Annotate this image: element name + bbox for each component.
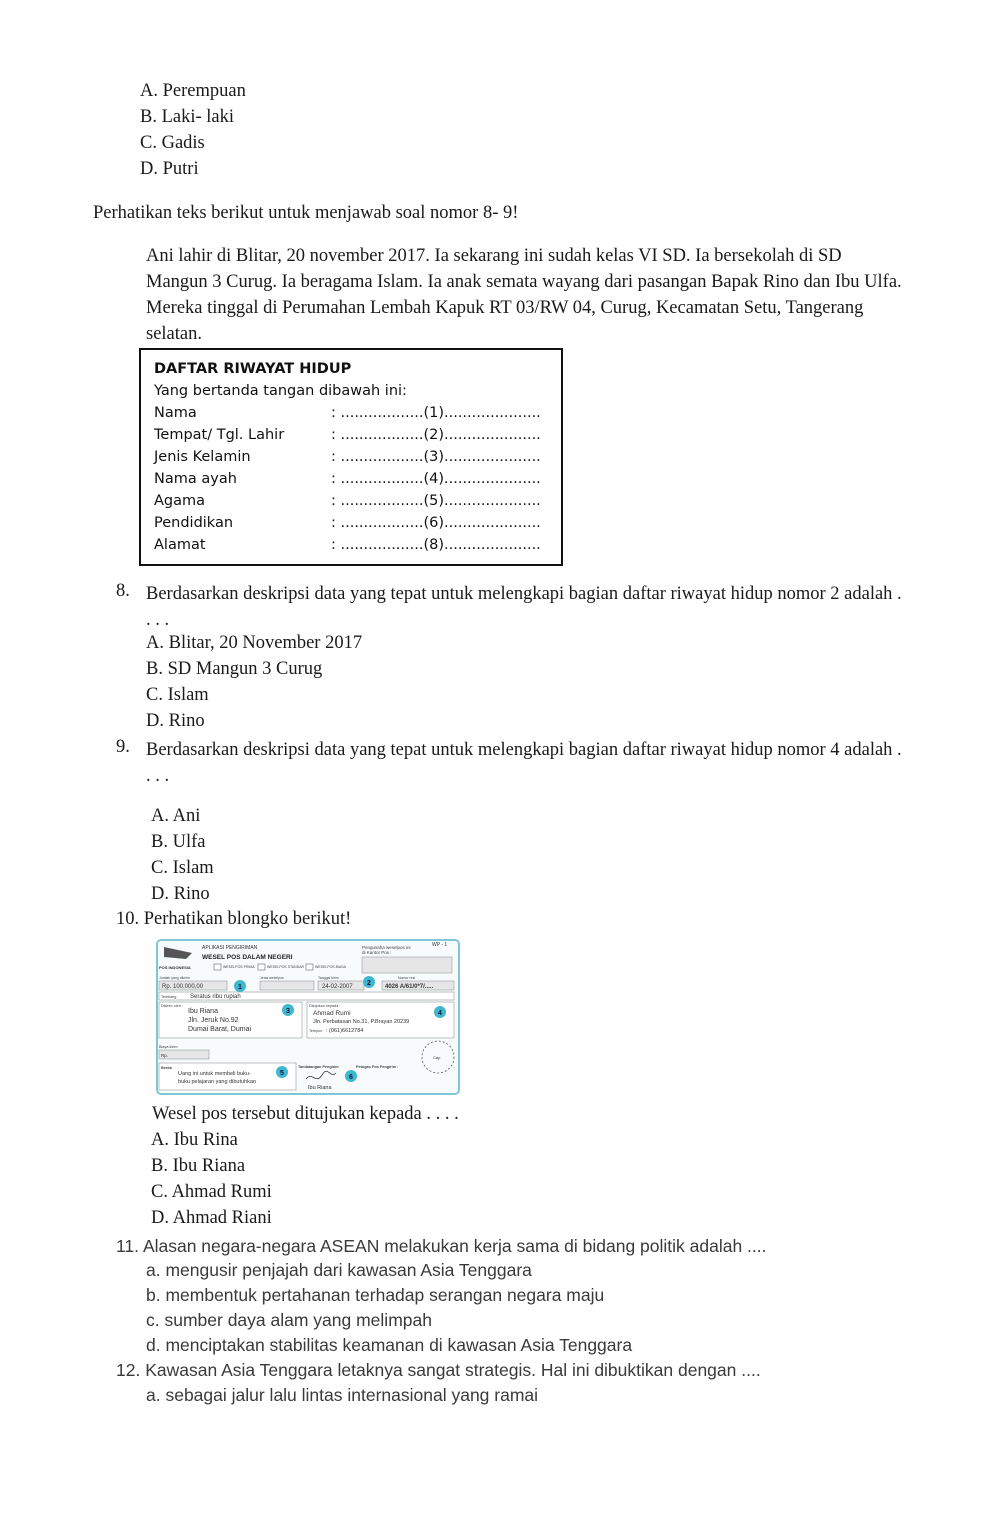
type-box (260, 981, 314, 990)
q10-question: Perhatikan blongko berikut! (143, 909, 352, 929)
cv-title: DAFTAR RIWAYAT HIDUP (154, 361, 352, 377)
sender-line: Ibu Riana (188, 1008, 218, 1015)
q11-option-b: b. membentuk pertahanan terhadap serangan negara maju (146, 1285, 605, 1305)
marker-2-label: 2 (367, 980, 371, 987)
news-line: buku pelajaran yang dibutuhkan (178, 1079, 256, 1085)
cv-row-value: : ..................(6)..................... (331, 515, 541, 531)
spelled-value: Seratus ribu rupiah (190, 994, 241, 1000)
q7-option-c: C. Gadis (140, 133, 205, 153)
q12-label (116, 1360, 761, 1381)
type-label: WESELPOS STANDAR (267, 965, 305, 969)
type-label: WESELPOS PRIMA (223, 965, 255, 969)
type-checkbox (214, 964, 221, 970)
q11-option-a: a. mengusir penjajah dari kawasan Asia Tenggara (146, 1260, 532, 1280)
officer-label: Petugas Pos Pengirim : (356, 1065, 399, 1069)
form-right-label1: Pengusaha weselpos ini (362, 945, 411, 950)
marker-3-label: 3 (286, 1008, 290, 1015)
q11-option-c: c. sumber daya alam yang melimpah (146, 1310, 432, 1330)
q10-option-d: D. Ahmad Riani (151, 1208, 272, 1228)
recipient-line: Jln. Perbatasan No.31, P.Brayan 20239 (313, 1019, 410, 1025)
stamp-label: Cap (433, 1055, 441, 1060)
q9-question: Berdasarkan deskripsi data yang tepat untuk melengkapi bagian daftar riwayat hidup nomor 4 adalah . . . . (146, 740, 902, 786)
amount-value: Rp. 100.000,00 (162, 984, 204, 990)
q11-number: 11. (116, 1236, 140, 1256)
form-right-label2: di Kantor Pos : (362, 950, 392, 955)
instruction-text: Perhatikan teks berikut untuk menjawab soal nomor 8- 9! (93, 203, 519, 223)
q12-number: 12. (116, 1360, 141, 1380)
q12-question: Kawasan Asia Tenggara letaknya sangat strategis. Hal ini dibuktikan dengan .... (145, 1360, 761, 1380)
recipient-line: Ahmad Rumi (313, 1010, 351, 1017)
form-code: WP - 1 (432, 942, 448, 948)
q10-label (116, 909, 351, 930)
type-label: WESELPOS BIASA (315, 965, 346, 969)
q11-option-d: d. menciptakan stabilitas keamanan di kawasan Asia Tenggara (146, 1335, 633, 1355)
q7-option-a: A. Perempuan (140, 81, 246, 101)
q7-option-d: D. Putri (140, 159, 199, 179)
q10-option-c: C. Ahmad Rumi (151, 1182, 272, 1202)
q10-prompt: Wesel pos tersebut ditujukan kepada . . . . (152, 1104, 459, 1124)
q11-label (116, 1236, 767, 1257)
q9-option-b: B. Ulfa (151, 832, 206, 852)
cv-subtitle: Yang bertanda tangan dibawah ini: (154, 383, 407, 399)
type-field-label: Jenis weselpos (260, 976, 284, 980)
q8-question: Berdasarkan deskripsi data yang tepat untuk melengkapi bagian daftar riwayat hidup nomor 2 adalah . . . . (146, 584, 902, 630)
cv-row-value: : ..................(1)..................... (331, 405, 541, 421)
cv-row-label: Nama ayah (154, 471, 237, 487)
q10-number: 10. (116, 909, 140, 929)
cv-row-label: Agama (154, 493, 206, 509)
q8-option-c: C. Islam (146, 685, 209, 705)
q8-option-d: D. Rino (146, 711, 205, 731)
q9-number: 9. (116, 737, 130, 757)
signer-name: Ibu Riana (308, 1085, 332, 1091)
q8-option-a: A. Blitar, 20 November 2017 (146, 633, 363, 653)
type-checkbox (258, 964, 265, 970)
sender-line: Jln. Jeruk No.92 (188, 1017, 239, 1024)
cv-row-label: Tempat/ Tgl. Lahir (154, 427, 285, 443)
date-label: Tanggal kirim (318, 976, 339, 980)
wesel-pos-form-graphic (156, 939, 460, 1095)
q9-option-c: C. Islam (151, 858, 214, 878)
news-line: Uang ini untuk membeli buku- (178, 1071, 251, 1077)
cv-row-label: Jenis Kelamin (154, 449, 251, 465)
number-value: 4026 A/61/0*7/..... (385, 984, 434, 990)
marker-4-label: 4 (438, 1010, 442, 1017)
number-label: Nomor resi (398, 976, 416, 980)
cv-row-label: Pendidikan (154, 515, 234, 531)
fee-value: Rp. (161, 1053, 169, 1058)
q11-question: Alasan negara-negara ASEAN melakukan kerja sama di bidang politik adalah .... (142, 1236, 767, 1256)
pos-label: POS INDONESIA (159, 965, 191, 970)
form-header1: APLIKASI PENGIRIMAN (202, 945, 258, 951)
marker-5-label: 5 (280, 1070, 284, 1077)
q12-option-a: a. sebagai jalur lalu lintas internasional yang ramai (146, 1385, 539, 1405)
q10-option-a: A. Ibu Rina (151, 1130, 238, 1150)
q10-option-b: B. Ibu Riana (151, 1156, 246, 1176)
cv-box (139, 348, 563, 566)
q9-option-a: A. Ani (151, 806, 201, 826)
cv-row-value: : ..................(2)..................... (331, 427, 541, 443)
fee-label: Biaya kirim (159, 1045, 178, 1049)
q8-number: 8. (116, 581, 130, 601)
sender-line: Dumai Barat, Dumai (188, 1026, 252, 1033)
passage-paragraph: Ani lahir di Blitar, 20 november 2017. Ia sekarang ini sudah kelas VI SD. Ia bersekolah di SD Mangun 3 Curug. Ia beragama Islam. Ia anak semata wayang dari pasangan Bapak Rino dan Ibu Ulfa. Mereka tinggal di Perumahan Lembah Kapuk RT 03/RW 04, Curug, Kecamatan Setu, Tangerang selatan. (146, 246, 902, 344)
signature-label: Tandatangan Pengirim (298, 1065, 339, 1069)
wesel-pos-form (156, 939, 460, 1095)
type-checkbox (306, 964, 313, 970)
marker-6-label: 6 (349, 1074, 353, 1081)
date-value: 24-02-2007 (322, 984, 353, 990)
phone-label: Telepon (309, 1029, 323, 1033)
q9-option-d: D. Rino (151, 884, 210, 904)
marker-1-label: 1 (238, 984, 242, 991)
cv-row-value: : ..................(3)..................... (331, 449, 541, 465)
cv-row-value: : ..................(8)..................... (331, 537, 541, 553)
form-header2: WESEL POS DALAM NEGERI (202, 954, 293, 961)
phone-value: : (061)6612784 (326, 1028, 364, 1034)
news-label: Berita (161, 1066, 172, 1070)
cv-row-value: : ..................(4)..................... (331, 471, 541, 487)
amount-label: Jumlah yang dikirim (159, 976, 190, 980)
q8-option-b: B. SD Mangun 3 Curug (146, 659, 323, 679)
cv-row-value: : ..................(5)..................... (331, 493, 541, 509)
recipient-label: Ditujukan kepada : (309, 1004, 341, 1008)
office-box (362, 957, 452, 973)
sender-label: Dikirim oleh : (161, 1004, 183, 1008)
q7-option-b: B. Laki- laki (140, 107, 235, 127)
cv-row-label: Nama (154, 405, 197, 421)
spelled-label: Terbilang (161, 995, 177, 999)
cv-row-label: Alamat (154, 537, 206, 553)
